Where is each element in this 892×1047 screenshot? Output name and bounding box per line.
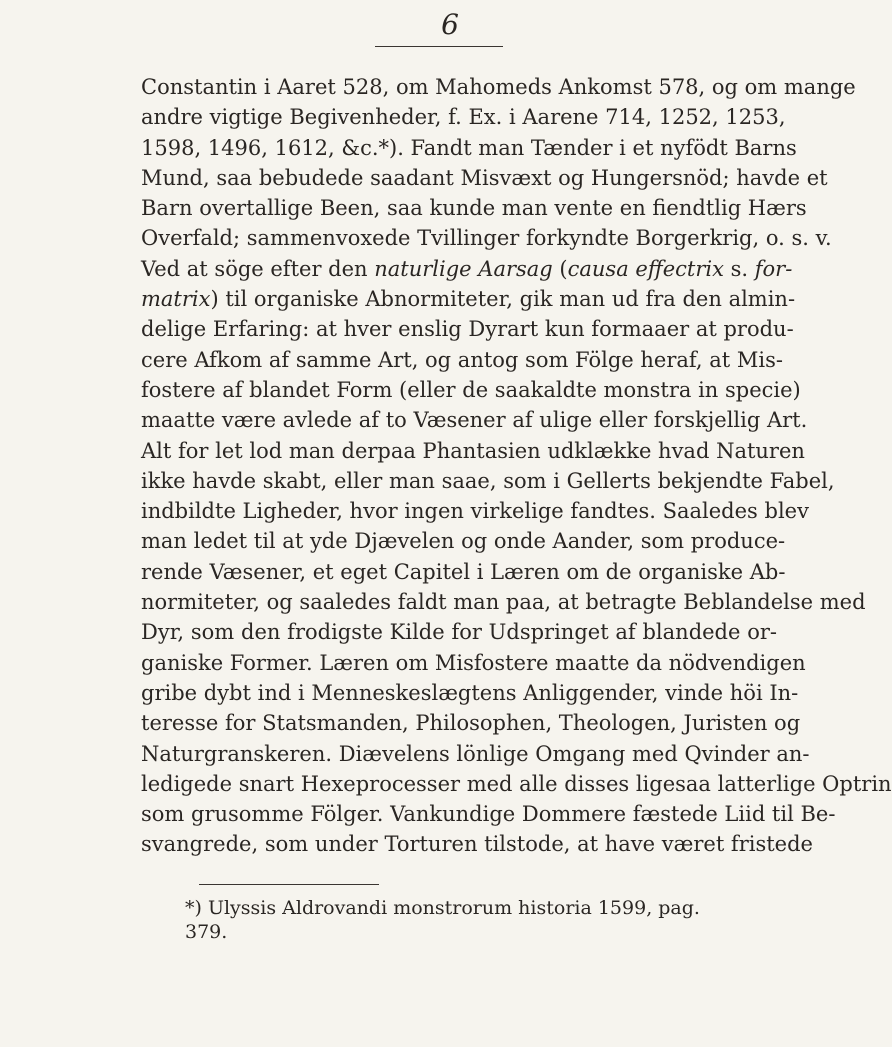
text-line: Naturgranskeren. Diævelens lönlige Omgang med Qvinder an-	[141, 741, 810, 766]
text-line: cere Afkom af samme Art, og antog som Fölge heraf, at Mis-	[141, 347, 783, 372]
text-line: maatte være avlede af to Væsener af ulige eller forskjellig Art.	[141, 408, 808, 433]
text-line: rende Væsener, et eget Capitel i Læren om de organiske Ab-	[141, 559, 786, 584]
text-line: 1598, 1496, 1612, &c.*). Fandt man Tænder i et nyfödt Barns	[141, 135, 797, 160]
italic-run: naturlige Aarsag	[374, 256, 553, 281]
header-rule	[375, 46, 503, 47]
text-line: ledigede snart Hexeprocesser med alle disses ligesaa latterlige Optrin	[141, 771, 892, 796]
text-line: Barn overtallige Been, saa kunde man vente en fiendtlig Hærs	[141, 196, 807, 221]
text-line: gribe dybt ind i Menneskeslægtens Anliggender, vinde höi In-	[141, 680, 799, 705]
page-number: 6	[441, 8, 459, 41]
text-line: andre vigtige Begivenheder, f. Ex. i Aarene 714, 1252, 1253,	[141, 105, 786, 130]
text-line: normiteter, og saaledes faldt man paa, at betragte Beblandelse med	[141, 590, 866, 615]
italic-run: causa effectrix	[567, 256, 724, 281]
text-run: (	[552, 256, 568, 281]
text-line: ikke havde skabt, eller man saae, som i Gellerts bekjendte Fabel,	[141, 468, 835, 493]
italic-run: for-	[754, 256, 793, 281]
text-line-italic-mix	[141, 254, 793, 284]
italic-run: matrix	[141, 287, 211, 312]
text-line: indbildte Ligheder, hvor ingen virkelige fandtes. Saaledes blev	[141, 499, 809, 524]
text-run: Ved at söge efter den	[141, 256, 375, 281]
text-line: teresse for Statsmanden, Philosophen, Theologen, Juristen og	[141, 711, 801, 736]
footnote-rule	[199, 884, 379, 885]
text-line: svangrede, som under Torturen tilstode, at have været fristede	[141, 832, 813, 857]
text-line: Overfald; sammenvoxede Tvillinger forkyndte Borgerkrig, o. s. v.	[141, 226, 832, 251]
text-line: Mund, saa bebudede saadant Misvæxt og Hungersnöd; havde et	[141, 165, 828, 190]
footnote: *) Ulyssis Aldrovandi monstrorum historia 1599, pag. 379.	[185, 897, 700, 943]
text-run: ) til organiske Abnormiteter, gik man ud fra den almin-	[210, 287, 796, 312]
text-run: s.	[723, 256, 755, 281]
text-line: delige Erfaring: at hver enslig Dyrart kun formaaer at produ-	[141, 317, 794, 342]
text-line: som grusomme Fölger. Vankundige Dommere fæstede Liid til Be-	[141, 802, 836, 827]
text-line: Constantin i Aaret 528, om Mahomeds Ankomst 578, og om mange	[141, 75, 856, 99]
text-line: ganiske Former. Læren om Misfostere maatte da nödvendigen	[141, 650, 806, 675]
text-line-italic-mix	[141, 284, 796, 314]
text-line: Alt for let lod man derpaa Phantasien udklække hvad Naturen	[141, 438, 805, 463]
text-line: fostere af blandet Form (eller de saakaldte monstra in specie)	[141, 377, 801, 402]
body-text	[141, 72, 892, 860]
text-line: man ledet til at yde Djævelen og onde Aander, som produce-	[141, 529, 786, 554]
text-line: Dyr, som den frodigste Kilde for Udspringet af blandede or-	[141, 620, 777, 645]
